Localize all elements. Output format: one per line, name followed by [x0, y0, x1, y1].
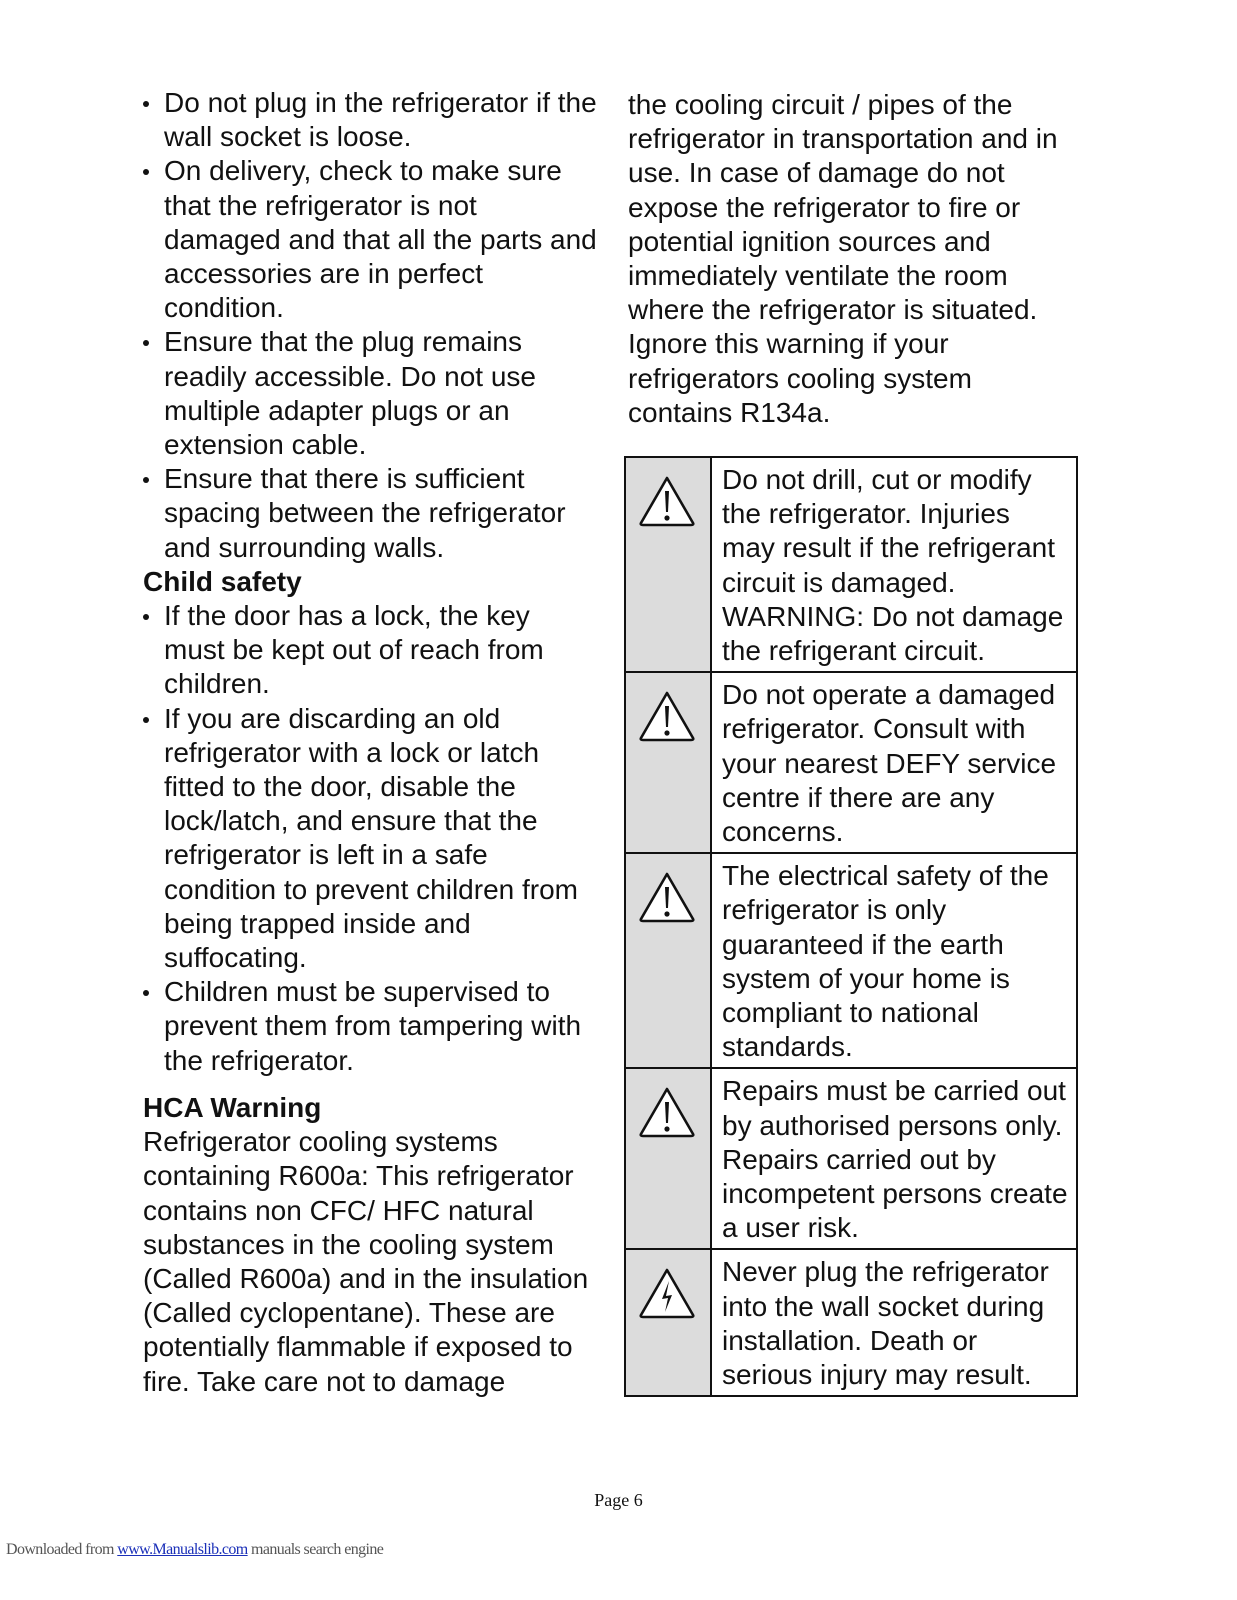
hca-warning-continued-text: the cooling circuit / pipes of the refrigerator in transportation and in use. In case of damage do not expose the refrigerator to fire or potential ignition sources and immediately ventilate the room where the refrigerator is situated. Ignore this warning if your refrigerators cooling system contains R134a.	[628, 89, 1058, 428]
list-item: Ensure that there is sufficient spacing between the refrigerator and surrounding walls.	[143, 462, 598, 565]
list-item: Do not plug in the refrigerator if the wall socket is loose.	[143, 86, 598, 154]
warning-text: Repairs must be carried out by authorised persons only. Repairs carried out by incompetent persons create a user risk.	[711, 1068, 1077, 1249]
list-item: If you are discarding an old refrigerator with a lock or latch fitted to the door, disable the lock/latch, and ensure that the refrigerator is left in a safe condition to prevent children from being trapped inside and suffocating.	[143, 702, 598, 976]
table-row	[625, 1068, 1077, 1249]
warning-text: Do not operate a damaged refrigerator. Consult with your nearest DEFY service centre if there are any concerns.	[711, 672, 1077, 853]
list-item: On delivery, check to make sure that the refrigerator is not damaged and that all the parts and accessories are in perfect condition.	[143, 154, 598, 325]
left-column	[143, 86, 598, 1399]
caution-triangle-icon	[637, 474, 697, 528]
warning-text: Never plug the refrigerator into the wall socket during installation. Death or serious injury may result.	[711, 1249, 1077, 1396]
footer-suffix: manuals search engine	[247, 1541, 384, 1558]
list-item: Ensure that the plug remains readily accessible. Do not use multiple adapter plugs or an extension cable.	[143, 325, 598, 462]
table-row	[625, 853, 1077, 1068]
bullet-dot	[143, 990, 149, 996]
child-safety-heading: Child safety	[143, 565, 302, 597]
page-number: Page 6	[594, 1490, 643, 1510]
bullet-dot	[143, 477, 149, 483]
right-column	[628, 88, 1078, 430]
list-item: If the door has a lock, the key must be kept out of reach from children.	[143, 599, 598, 702]
table-row	[625, 672, 1077, 853]
warning-text: The electrical safety of the refrigerator is only guaranteed if the earth system of your home is compliant to national standards.	[711, 853, 1077, 1068]
caution-triangle-icon	[637, 870, 697, 924]
bullet-dot	[143, 340, 149, 346]
table-row	[625, 457, 1077, 672]
caution-triangle-icon	[637, 1085, 697, 1139]
table-row	[625, 1249, 1077, 1396]
bullet-list-child-safety	[143, 599, 598, 1078]
bullet-dot	[143, 614, 149, 620]
electric-shock-triangle-icon	[637, 1266, 697, 1320]
warning-table	[624, 456, 1078, 1397]
warning-icon-cell	[625, 672, 711, 853]
footer-prefix: Downloaded from	[6, 1541, 118, 1558]
hca-warning-heading: HCA Warning	[143, 1091, 322, 1123]
bullet-dot	[143, 717, 149, 723]
download-footer	[6, 1541, 383, 1559]
caution-triangle-icon	[637, 689, 697, 743]
warning-text: Do not drill, cut or modify the refrigerator. Injuries may result if the refrigerant circuit is damaged. WARNING: Do not damage the refrigerant circuit.	[711, 457, 1077, 672]
hca-warning-text: Refrigerator cooling systems containing R600a: This refrigerator contains non CFC/ HFC natural substances in the cooling system (Called R600a) and in the insulation (Called cyclopentane). These are potentially flammable if exposed to fire. Take care not to damage	[143, 1126, 589, 1397]
warning-icon-cell	[625, 1249, 711, 1396]
bullet-dot	[143, 101, 149, 107]
bullet-dot	[143, 169, 149, 175]
manualslib-link[interactable]: www.Manualslib.com	[117, 1541, 248, 1558]
bullet-list-general	[143, 86, 598, 565]
list-item: Children must be supervised to prevent them from tampering with the refrigerator.	[143, 975, 598, 1078]
warning-icon-cell	[625, 1068, 711, 1249]
warning-icon-cell	[625, 457, 711, 672]
warning-icon-cell	[625, 853, 711, 1068]
